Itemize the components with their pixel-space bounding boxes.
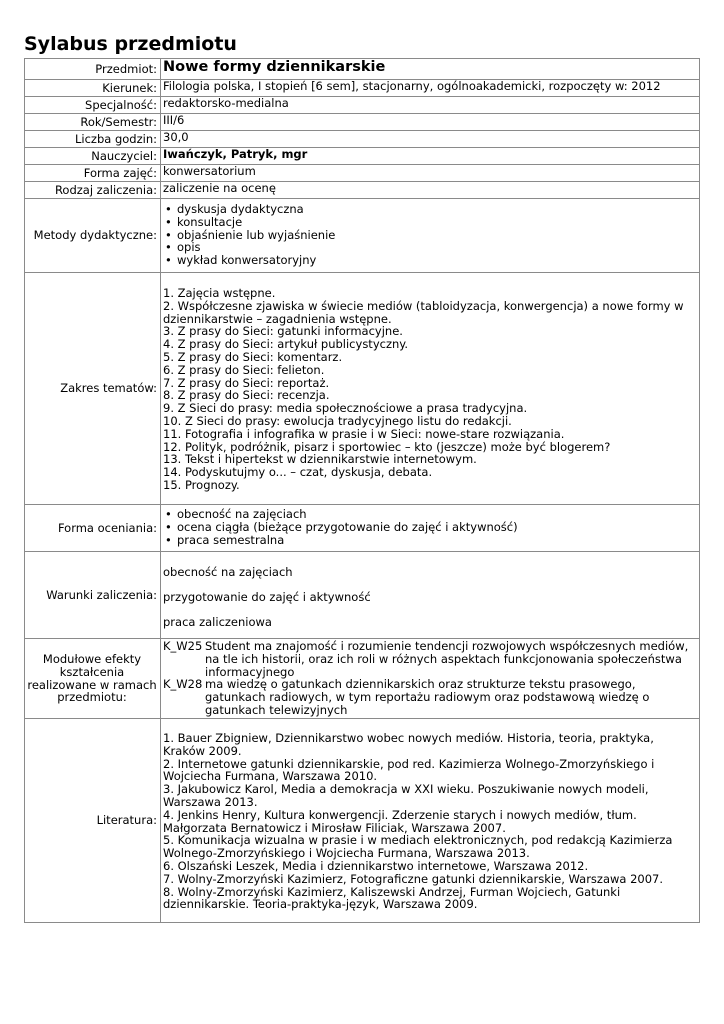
value-literatura [161,719,700,923]
value-kierunek: Filologia polska, I stopień [6 sem], stacjonarny, ogólnoakademicki, rozpoczęty w: 2012 [161,80,700,97]
list-item: 1. Zajęcia wstępne. [163,286,276,300]
label-metody: Metody dydaktyczne: [25,199,161,273]
label-zakres: Zakres tematów: [25,273,161,505]
list-item: 15. Prognozy. [163,477,240,492]
list-item: 4. Z prasy do Sieci: artykuł publicystyczny. [163,337,409,352]
list-item: 3. Z prasy do Sieci: gatunki informacyjne. [163,324,403,339]
label-rodzaj-zaliczenia: Rodzaj zaliczenia: [25,182,161,199]
label-godziny: Liczba godzin: [25,131,161,148]
row-forma-oceniania [25,505,700,552]
value-specjalnosc: redaktorsko-medialna [161,97,700,114]
list-item: • obecność na zajęciach [163,508,697,521]
efekt-item [163,678,697,716]
value-rok: III/6 [161,114,700,131]
row-forma-zajec [25,165,700,182]
efekt-text: ma wiedzę o gatunkach dziennikarskich oraz strukturze tekstu prasowego, gatunkach radiowych, w tym reportażu radiowym oraz podstawową wiedzę o gatunkach telewizyjnych [205,677,650,717]
list-item: 14. Podyskutujmy o... – czat, dyskusja, debata. [163,465,433,480]
label-przedmiot: Przedmiot: [25,59,161,80]
list-item: 3. Jakubowicz Karol, Media a demokracja w XXI wieku. Poszukiwanie nowych modeli, Warszawa 2013. [163,782,649,809]
efekt-code: K_W28 [163,677,203,692]
list-item: 13. Tekst i hipertekst w dziennikarstwie internetowym. [163,452,477,467]
list-item: • opis [163,241,697,254]
label-forma-oceniania: Forma oceniania: [25,505,161,552]
list-item: • ocena ciągła (bieżące przygotowanie do zajęć i aktywność) [163,521,697,534]
row-warunki [25,552,700,639]
row-godziny [25,131,700,148]
syllabus-table [24,58,700,923]
label-warunki: Warunki zaliczenia: [25,552,161,639]
list-item: • praca semestralna [163,534,697,547]
row-metody [25,199,700,273]
label-forma-zajec: Forma zajęć: [25,165,161,182]
list-item: 1. Bauer Zbigniew, Dziennikarstwo wobec nowych mediów. Historia, teoria, praktyka, Kraków 2009. [163,731,654,758]
literatura-list [163,732,697,911]
row-literatura [25,719,700,923]
list-item: 10. Z Sieci do prasy: ewolucja tradycyjnego listu do redakcji. [163,413,512,428]
list-item: • objaśnienie lub wyjaśnienie [163,229,697,242]
list-item: 9. Z Sieci do prasy: media społecznościowe a prasa tradycyjna. [163,401,528,416]
list-item: 6. Z prasy do Sieci: felieton. [163,362,325,377]
warunki-item: praca zaliczeniowa [163,614,272,629]
row-zakres [25,273,700,505]
value-godziny: 30,0 [161,131,700,148]
list-item: 7. Z prasy do Sieci: reportaż. [163,375,330,390]
efekt-item [163,640,697,678]
list-item: 12. Polityk, podróżnik, pisarz i sportowiec – kto (jeszcze) może być blogerem? [163,439,611,454]
list-item: 8. Z prasy do Sieci: recenzja. [163,388,330,403]
list-item: 2. Współczesne zjawiska w świecie mediów (tabloidyzacja, konwergencja) a nowe formy w dziennikarstwie – zagadnienia wstępne. [163,298,684,326]
page-title: Sylabus przedmiotu [24,33,237,55]
value-warunki [161,552,700,639]
value-forma-oceniania [161,505,700,552]
value-efekty [161,639,700,719]
list-item: 4. Jenkins Henry, Kultura konwergencji. Zderzenie starych i nowych mediów, tłum. Małgorzata Bernatowicz i Mirosław Filiciak, Warszawa 2007. [163,807,637,835]
metody-list [163,203,697,267]
forma-oceniania-list [163,508,697,546]
row-kierunek [25,80,700,97]
value-nauczyciel: Iwańczyk, Patryk, mgr [161,148,700,165]
label-rok: Rok/Semestr: [25,114,161,131]
label-specjalnosc: Specjalność: [25,97,161,114]
list-item: • konsultacje [163,216,697,229]
label-efekty: Modułowe efekty kształcenia realizowane w ramach przedmiotu: [25,639,161,719]
list-item: 5. Komunikacja wizualna w prasie i w mediach elektronicznych, pod redakcją Kazimierza Wolnego-Zmorzyńskiego i Wojciecha Furmana, Warszawa 2013. [163,833,673,861]
row-specjalnosc [25,97,700,114]
efekt-code: K_W25 [163,639,203,653]
list-item: • wykład konwersatoryjny [163,254,697,267]
row-przedmiot [25,59,700,80]
row-rok [25,114,700,131]
row-efekty [25,639,700,719]
value-forma-zajec: konwersatorium [161,165,700,182]
warunki-item: przygotowanie do zajęć i aktywność [163,589,371,604]
row-nauczyciel [25,148,700,165]
list-item: 5. Z prasy do Sieci: komentarz. [163,349,343,364]
row-rodzaj-zaliczenia [25,182,700,199]
list-item: • dyskusja dydaktyczna [163,203,697,216]
label-literatura: Literatura: [25,719,161,923]
value-rodzaj-zaliczenia: zaliczenie na ocenę [161,182,700,199]
list-item: 6. Olszański Leszek, Media i dziennikarstwo internetowe, Warszawa 2012. [163,858,589,873]
label-nauczyciel: Nauczyciel: [25,148,161,165]
zakres-list [163,287,697,492]
list-item: 11. Fotografia i infografika w prasie i w Sieci: nowe-stare rozwiązania. [163,426,565,441]
efekt-text: Student ma znajomość i rozumienie tendencji rozwojowych współczesnych mediów, na tle ich historii, oraz ich roli w różnych aspektach funkcjonowania społeczeństwa informacyjnego [205,639,689,679]
list-item: 7. Wolny-Zmorzyński Kazimierz, Fotograficzne gatunki dziennikarskie, Warszawa 2007. [163,871,664,886]
list-item: 8. Wolny-Zmorzyński Kazimierz, Kaliszewski Andrzej, Furman Wojciech, Gatunki dziennikarskie. Teoria-praktyka-język, Warszawa 2009. [163,884,621,912]
value-przedmiot: Nowe formy dziennikarskie [161,59,700,80]
list-item: 2. Internetowe gatunki dziennikarskie, pod red. Kazimierza Wolnego-Zmorzyńskiego i Wojciecha Furmana, Warszawa 2010. [163,756,655,784]
label-kierunek: Kierunek: [25,80,161,97]
value-metody [161,199,700,273]
value-zakres [161,273,700,505]
warunki-item: obecność na zajęciach [163,565,293,579]
